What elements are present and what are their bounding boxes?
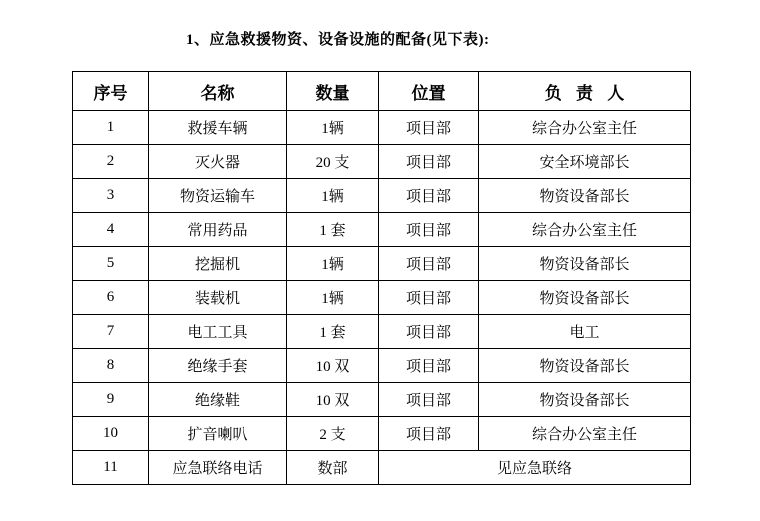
cell-name: 电工工具 [149,315,287,349]
column-header-name: 名称 [149,72,287,111]
cell-name: 物资运输车 [149,179,287,213]
cell-responsible: 综合办公室主任 [479,417,691,451]
cell-no: 2 [73,145,149,179]
cell-responsible: 综合办公室主任 [479,111,691,145]
cell-location: 项目部 [379,349,479,383]
cell-quantity: 1辆 [287,247,379,281]
cell-location: 项目部 [379,213,479,247]
table-row [73,145,691,179]
table-body [73,111,691,485]
cell-no: 4 [73,213,149,247]
table-row [73,451,691,485]
table-row [73,281,691,315]
cell-quantity: 1辆 [287,179,379,213]
cell-quantity: 1辆 [287,281,379,315]
cell-responsible: 综合办公室主任 [479,213,691,247]
cell-responsible: 电工 [479,315,691,349]
cell-responsible: 物资设备部长 [479,179,691,213]
cell-responsible: 物资设备部长 [479,247,691,281]
cell-quantity: 20 支 [287,145,379,179]
cell-quantity: 1 套 [287,213,379,247]
cell-quantity: 1辆 [287,111,379,145]
table-row [73,349,691,383]
column-header-quantity: 数量 [287,72,379,111]
cell-name: 装载机 [149,281,287,315]
cell-no: 7 [73,315,149,349]
table-row [73,213,691,247]
cell-location: 项目部 [379,315,479,349]
table-container [0,51,760,485]
cell-location: 项目部 [379,417,479,451]
cell-merged-note: 见应急联络 [379,451,691,485]
cell-no: 5 [73,247,149,281]
cell-no: 1 [73,111,149,145]
page-title: 1、应急救援物资、设备设施的配备(见下表): [186,32,490,48]
cell-name: 绝缘鞋 [149,383,287,417]
cell-no: 11 [73,451,149,485]
cell-responsible: 安全环境部长 [479,145,691,179]
cell-quantity: 数部 [287,451,379,485]
table-header [73,72,691,111]
cell-name: 绝缘手套 [149,349,287,383]
table-row [73,315,691,349]
cell-no: 10 [73,417,149,451]
cell-name: 应急联络电话 [149,451,287,485]
cell-location: 项目部 [379,281,479,315]
cell-quantity: 10 双 [287,383,379,417]
table-row [73,417,691,451]
equipment-table [72,71,691,485]
table-header-row [73,72,691,111]
table-row [73,111,691,145]
cell-name: 救援车辆 [149,111,287,145]
cell-no: 6 [73,281,149,315]
cell-responsible: 物资设备部长 [479,281,691,315]
cell-quantity: 10 双 [287,349,379,383]
cell-name: 灭火器 [149,145,287,179]
cell-no: 3 [73,179,149,213]
table-row [73,179,691,213]
cell-location: 项目部 [379,179,479,213]
cell-location: 项目部 [379,145,479,179]
column-header-location: 位置 [379,72,479,111]
cell-no: 8 [73,349,149,383]
table-row [73,383,691,417]
cell-responsible: 物资设备部长 [479,383,691,417]
cell-name: 挖掘机 [149,247,287,281]
table-row [73,247,691,281]
column-header-responsible: 负 责 人 [479,72,691,111]
cell-location: 项目部 [379,383,479,417]
cell-quantity: 1 套 [287,315,379,349]
cell-name: 常用药品 [149,213,287,247]
cell-responsible: 物资设备部长 [479,349,691,383]
cell-location: 项目部 [379,247,479,281]
cell-location: 项目部 [379,111,479,145]
cell-name: 扩音喇叭 [149,417,287,451]
cell-quantity: 2 支 [287,417,379,451]
column-header-no: 序号 [73,72,149,111]
cell-no: 9 [73,383,149,417]
